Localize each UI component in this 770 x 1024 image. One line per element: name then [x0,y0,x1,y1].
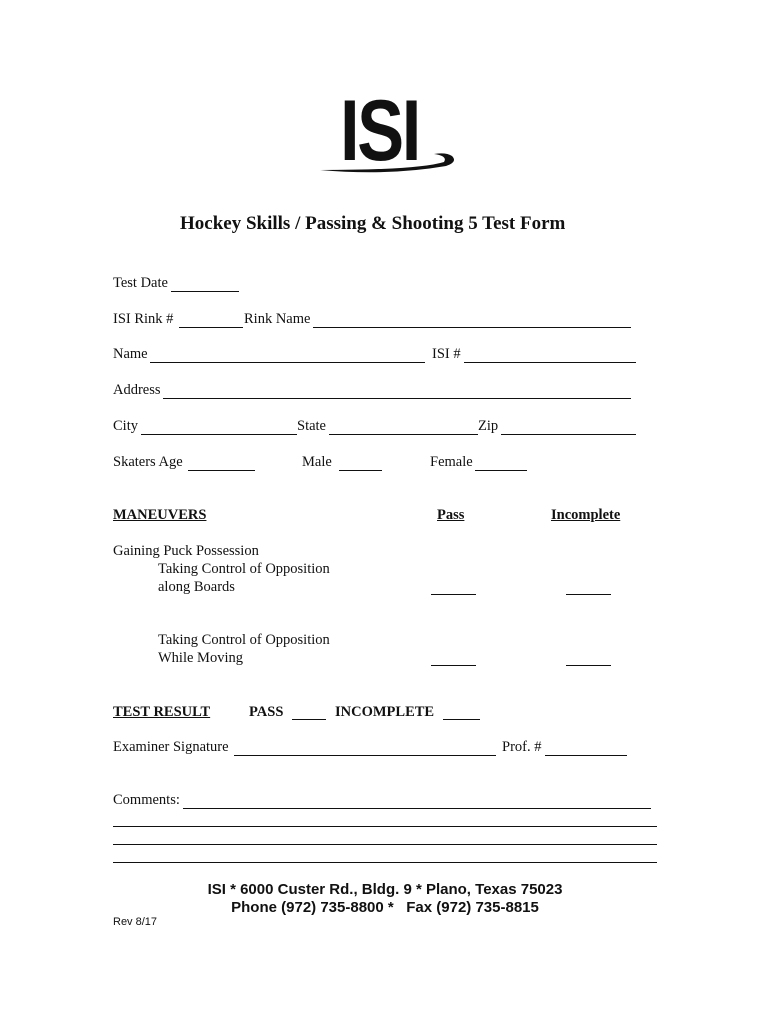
isi-number-label: ISI # [432,346,461,362]
test-result-incomplete-label: INCOMPLETE [335,704,435,720]
prof-number-field[interactable] [545,755,627,756]
male-label: Male [302,454,332,470]
examiner-signature-field[interactable] [234,755,496,756]
maneuvers-header: MANEUVERS [113,507,207,523]
skaters-age-field[interactable] [188,470,255,471]
male-field[interactable] [339,470,382,471]
rink-name-label: Rink Name [244,311,311,327]
pass-header: Pass [437,507,465,523]
female-label: Female [430,454,473,470]
isi-rink-label: ISI Rink # [113,311,174,327]
item-2-incomplete-field[interactable] [566,665,611,666]
maneuver-item-1-line1: Taking Control of Opposition [158,561,330,577]
female-field[interactable] [475,470,527,471]
maneuver-item-2-line2: While Moving [158,650,243,666]
name-field[interactable] [150,362,425,363]
skaters-age-label: Skaters Age [113,454,183,470]
item-2-pass-field[interactable] [431,665,476,666]
prof-number-label: Prof. # [502,739,542,755]
test-result-pass-label: PASS [249,704,284,720]
zip-label: Zip [478,418,499,434]
test-result-incomplete-field[interactable] [443,719,480,720]
maneuver-item-2-line1: Taking Control of Opposition [158,632,330,648]
footer-contact [0,899,770,916]
city-field[interactable] [141,434,297,435]
comments-label: Comments: [113,792,180,808]
comments-field-line-4[interactable] [113,862,657,863]
page-title: Hockey Skills / Passing & Shooting 5 Test Form [180,213,566,234]
state-label: State [297,418,326,434]
item-1-pass-field[interactable] [431,594,476,595]
name-label: Name [113,346,148,362]
footer-fax: Fax (972) 735-8815 [406,899,539,916]
isi-number-field[interactable] [464,362,636,363]
revision-label: Rev 8/17 [113,916,158,928]
isi-logo [318,83,458,182]
logo-swoosh-icon [318,96,458,182]
footer-address: ISI * 6000 Custer Rd., Bldg. 9 * Plano, Texas 75023 [207,881,563,898]
test-date-field[interactable] [171,291,239,292]
maneuver-item-1-line2: along Boards [158,579,235,595]
test-date-label: Test Date [113,275,168,291]
maneuver-category: Gaining Puck Possession [113,543,259,559]
zip-field[interactable] [501,434,636,435]
address-label: Address [113,382,161,398]
test-result-pass-field[interactable] [292,719,326,720]
footer-phone: Phone (972) 735-8800 * [231,899,394,916]
rink-name-field[interactable] [313,327,631,328]
comments-field-line-2[interactable] [113,826,657,827]
logo-text: ISI [340,83,419,179]
comments-field-line-3[interactable] [113,844,657,845]
examiner-signature-label: Examiner Signature [113,739,229,755]
city-label: City [113,418,138,434]
test-result-label: TEST RESULT [113,704,211,720]
isi-rink-field[interactable] [179,327,243,328]
comments-field-line-1[interactable] [183,808,651,809]
address-field[interactable] [163,398,631,399]
state-field[interactable] [329,434,478,435]
item-1-incomplete-field[interactable] [566,594,611,595]
incomplete-header: Incomplete [551,507,621,523]
